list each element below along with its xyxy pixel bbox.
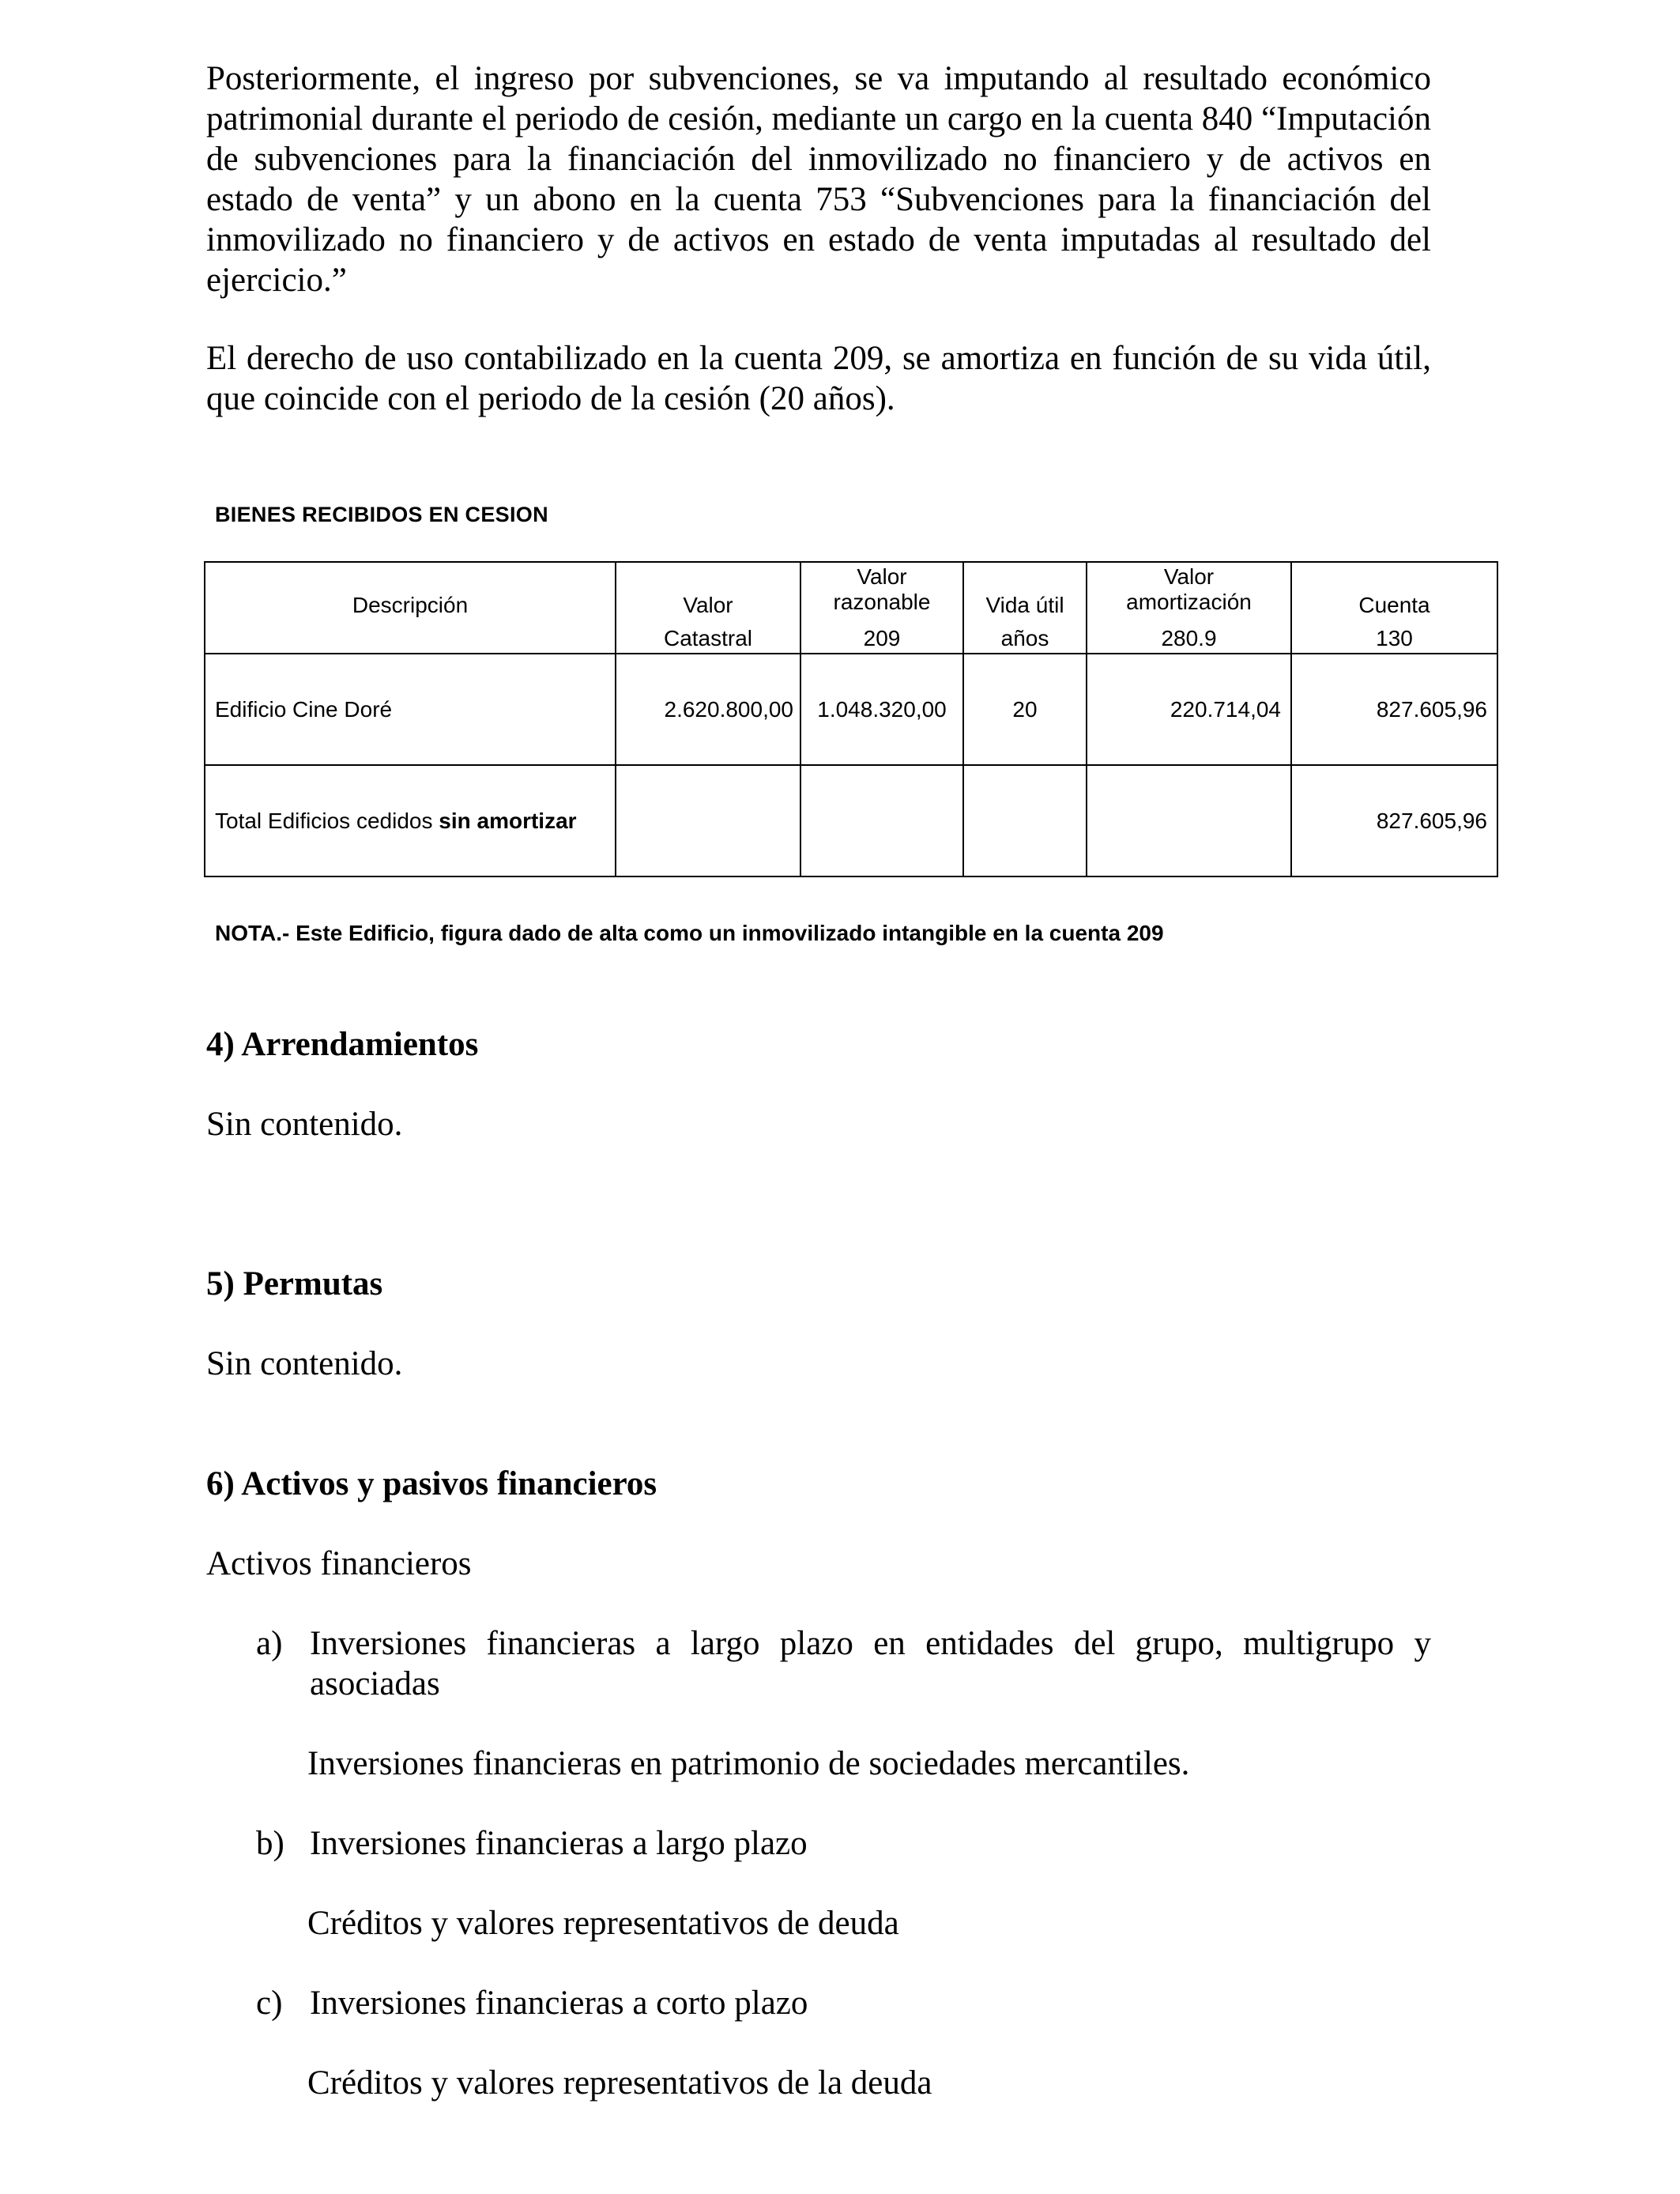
bienes-cesion-table <box>204 561 1498 877</box>
cell-descripcion: Edificio Cine Doré <box>205 654 616 765</box>
header-vida-util <box>963 562 1087 654</box>
header-valor-amortizacion-top-1: Valor <box>1163 564 1215 589</box>
header-vida-util-bottom: años <box>1000 626 1049 650</box>
header-valor-razonable-top-1: Valor <box>857 564 907 589</box>
list-item-c-title: Inversiones financieras a corto plazo <box>310 1985 808 2022</box>
section-4-heading: 4) Arrendamientos <box>206 1026 479 1063</box>
header-valor-razonable-top-2: razonable <box>833 590 931 614</box>
header-cuenta <box>1291 562 1497 654</box>
list-marker-b: b) <box>256 1825 284 1862</box>
header-descripcion-label: Descripción <box>352 593 469 617</box>
table-header-row <box>205 562 1497 654</box>
section-5-heading: 5) Permutas <box>206 1265 383 1302</box>
section-6-heading: 6) Activos y pasivos financieros <box>206 1465 657 1502</box>
header-vida-util-top: Vida útil <box>985 593 1064 617</box>
table-total-row <box>205 765 1497 876</box>
header-valor-amortizacion-bottom: 280.9 <box>1161 626 1217 650</box>
cell-valor-amortizacion: 220.714,04 <box>1087 654 1291 765</box>
list-item-b-detail: Créditos y valores representativos de deuda <box>307 1905 899 1942</box>
cell-total-empty-4 <box>1087 765 1291 876</box>
paragraph-subvenciones: Posteriormente, el ingreso por subvenciones, se va imputando al resultado económico patrimonial durante el periodo de cesión, mediante un cargo en la cuenta 840 “Imputación de subvenciones para la financiación del inmovilizado no financiero y de activos en estado de venta” y un abono en la cuenta 753 “Subvenciones para la financiación del inmovilizado no financiero y de activos en estado de venta imputadas al resultado del ejercicio.” <box>206 60 1431 299</box>
cell-total-empty-2 <box>800 765 963 876</box>
total-label-bold: sin amortizar <box>439 808 577 833</box>
header-cuenta-bottom: 130 <box>1376 626 1413 650</box>
list-item-a-detail: Inversiones financieras en patrimonio de sociedades mercantiles. <box>307 1745 1190 1782</box>
header-valor-razonable-bottom: 209 <box>863 626 901 650</box>
header-valor-amortizacion-top-2: amortización <box>1126 590 1252 614</box>
header-descripcion <box>205 562 616 654</box>
header-valor-catastral <box>616 562 800 654</box>
list-marker-a: a) <box>256 1625 283 1662</box>
list-item-c-detail: Créditos y valores representativos de la deuda <box>307 2064 932 2102</box>
list-marker-c: c) <box>256 1985 283 2022</box>
table-note: NOTA.- Este Edificio, figura dado de alta como un inmovilizado intangible en la cuenta 209 <box>215 921 1164 945</box>
table-title: BIENES RECIBIDOS EN CESION <box>215 503 548 526</box>
cell-total-empty-3 <box>963 765 1087 876</box>
header-valor-catastral-bottom: Catastral <box>663 626 753 650</box>
cell-valor-catastral: 2.620.800,00 <box>616 654 800 765</box>
header-valor-amortizacion <box>1087 562 1291 654</box>
cell-vida-util: 20 <box>963 654 1087 765</box>
list-item-a-title: Inversiones financieras a largo plazo en entidades del grupo, multigrupo y asociadas <box>310 1625 1431 1702</box>
cell-total-label <box>205 765 616 876</box>
header-valor-catastral-top: Valor <box>683 593 733 617</box>
cell-total-cuenta: 827.605,96 <box>1291 765 1497 876</box>
section-4-body: Sin contenido. <box>206 1106 403 1143</box>
cell-total-empty-1 <box>616 765 800 876</box>
header-cuenta-top: Cuenta <box>1358 593 1430 617</box>
total-label-prefix: Total Edificios cedidos <box>215 808 439 833</box>
cell-valor-razonable: 1.048.320,00 <box>800 654 963 765</box>
paragraph-derecho-uso: El derecho de uso contabilizado en la cuenta 209, se amortiza en función de su vida útil, que coincide con el periodo de la cesión (20 años). <box>206 340 1431 417</box>
header-valor-razonable <box>800 562 963 654</box>
section-5-body: Sin contenido. <box>206 1345 403 1382</box>
list-item-b-title: Inversiones financieras a largo plazo <box>310 1825 808 1862</box>
table-row <box>205 654 1497 765</box>
cell-cuenta: 827.605,96 <box>1291 654 1497 765</box>
section-6-subheading: Activos financieros <box>206 1545 472 1582</box>
